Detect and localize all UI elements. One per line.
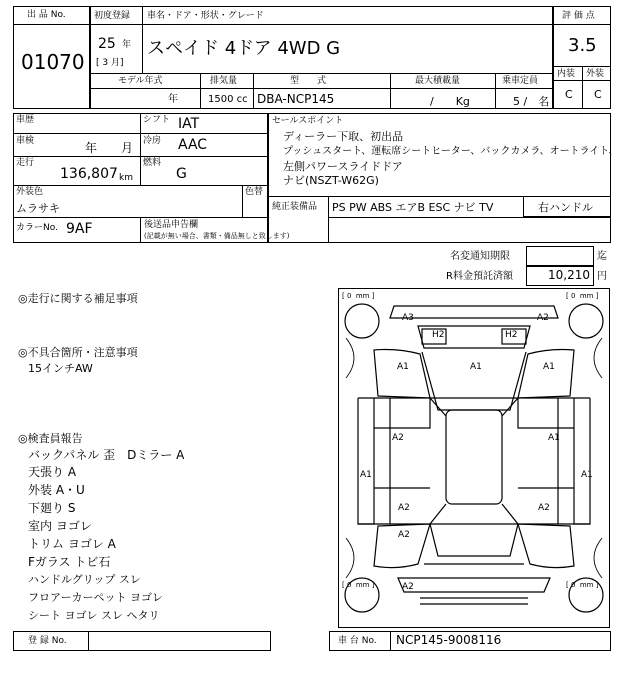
lot-number: 01070 xyxy=(21,50,85,74)
model-year-unit: 年 xyxy=(168,94,178,105)
mileage-value: 136,807 xyxy=(60,166,118,182)
inspector-line: バックパネル 歪 Dミラー A xyxy=(28,448,185,462)
aftermarket-label: 後送品申告欄 xyxy=(144,220,199,230)
handle-value: 右ハンドル xyxy=(538,201,593,214)
recycle-label: R料金預託済額 xyxy=(446,271,513,282)
sales-points-label: セールスポイント xyxy=(272,116,344,126)
mileage-unit: km xyxy=(119,173,133,183)
first-registration-month: [ 3 月] xyxy=(96,58,124,68)
score-label: 評 価 点 xyxy=(562,11,595,21)
capacity-label: 乗車定員 xyxy=(502,76,539,86)
damage-mark: A1 xyxy=(397,362,409,372)
damage-mark: A1 xyxy=(581,470,593,480)
exterior-grade: C xyxy=(594,88,602,101)
fuel-label: 燃料 xyxy=(143,158,162,168)
damage-mark: A1 xyxy=(360,470,372,480)
mileage-label: 走行 xyxy=(16,158,35,168)
inspector-line: フロアーカーペット ヨゴレ xyxy=(28,591,163,604)
color-value: ムラサキ xyxy=(16,202,60,215)
interior-grade: C xyxy=(565,88,573,101)
tire-depth-top-left: [ 0 mm ] xyxy=(342,292,375,300)
history-label: 車歴 xyxy=(16,115,35,125)
fuel-value: G xyxy=(176,166,187,182)
sales-point-line: ディーラー下取、初出品 xyxy=(283,130,404,143)
sales-point-line: ナビ(NSZT-W62G) xyxy=(283,174,379,187)
damage-mark: A1 xyxy=(543,362,555,372)
color-label: 外装色 xyxy=(16,187,44,197)
color-no-label: カラーNo. xyxy=(16,223,58,233)
supplement-title: ◎走行に関する補足事項 xyxy=(18,292,138,305)
chassis-number: NCP145-9008116 xyxy=(396,633,502,647)
damage-mark: A2 xyxy=(402,582,414,592)
year-unit: 年 xyxy=(122,40,132,50)
type-value: DBA-NCP145 xyxy=(257,92,335,106)
inspector-line: 室内 ヨゴレ xyxy=(28,519,92,533)
inspection-value: 年 月 xyxy=(85,141,134,155)
tire-depth-bottom-left: [ 0 mm ] xyxy=(342,581,375,589)
score-value: 3.5 xyxy=(568,35,597,56)
inspector-line: 天張り A xyxy=(28,465,77,479)
exterior-label: 外装 xyxy=(586,69,605,79)
name-change-label: 名変通知期限 xyxy=(450,251,510,262)
defect-line: 15インチAW xyxy=(28,362,93,375)
inspector-line: ハンドルグリップ スレ xyxy=(28,573,141,586)
equipment-label: 純正装備品 xyxy=(272,202,318,212)
damage-mark: A2 xyxy=(398,503,410,513)
equipment-value: PS PW ABS エアB ESC ナビ TV xyxy=(332,201,494,214)
lot-number-label: 出 品 No. xyxy=(27,10,66,20)
inspector-line: 下廻り S xyxy=(28,501,76,515)
car-name-label: 車名・ドア・形状・グレード xyxy=(147,11,264,21)
sales-point-line: プッシュスタート、運転席シートヒーター、バックカメラ、オートライト、 xyxy=(283,146,619,157)
damage-mark: A2 xyxy=(392,433,404,443)
ac-value: AAC xyxy=(178,137,208,153)
name-change-unit: 迄 xyxy=(597,251,607,262)
damage-mark: A2 xyxy=(398,530,410,540)
max-load-label: 最大積載量 xyxy=(415,76,461,86)
max-load-value: / Kg xyxy=(430,95,470,108)
first-registration-label: 初度登録 xyxy=(94,11,131,21)
aftermarket-note: (記載が無い場合、書類・備品無しと致します) xyxy=(144,232,290,240)
model-year-label: モデル年式 xyxy=(118,76,163,86)
damage-mark: A1 xyxy=(548,433,560,443)
name-change-box xyxy=(526,246,594,266)
damage-mark: A2 xyxy=(538,503,550,513)
car-name: スペイド 4ドア 4WD G xyxy=(147,38,341,59)
damage-mark: A2 xyxy=(537,313,549,323)
tire-depth-top-right: [ 0 mm ] xyxy=(566,292,599,300)
displacement-label: 排気量 xyxy=(210,76,238,86)
displacement-value: 1500 cc xyxy=(208,94,248,105)
sales-point-line: 左側パワースライドドア xyxy=(283,160,403,173)
inspector-title: ◎検査員報告 xyxy=(18,432,83,445)
registration-number-label: 登 録 No. xyxy=(28,636,67,646)
chassis-number-label: 車 台 No. xyxy=(338,636,377,646)
tire-depth-bottom-right: [ 0 mm ] xyxy=(566,581,599,589)
capacity-value: 5 / 名 xyxy=(513,95,550,108)
defects-title: ◎不具合箇所・注意事項 xyxy=(18,346,138,359)
shift-label: シフト xyxy=(143,115,171,125)
shift-value: IAT xyxy=(178,116,200,132)
damage-mark: H2 xyxy=(505,330,518,340)
color-change-label: 色替 xyxy=(245,187,264,197)
inspection-label: 車検 xyxy=(16,136,35,146)
first-registration-year: 25 xyxy=(98,36,116,52)
type-label: 型 式 xyxy=(290,76,327,86)
color-no-value: 9AF xyxy=(66,221,93,237)
inspector-line: Fガラス トビ石 xyxy=(28,555,111,569)
car-outline-drawing xyxy=(338,288,610,628)
recycle-unit: 円 xyxy=(597,271,607,282)
inspector-line: 外装 A・U xyxy=(28,483,85,497)
damage-mark: A3 xyxy=(402,313,414,323)
inspector-line: シート ヨゴレ スレ ヘタリ xyxy=(28,609,160,622)
ac-label: 冷房 xyxy=(143,136,162,146)
interior-label: 内装 xyxy=(557,69,576,79)
damage-mark: A1 xyxy=(470,362,482,372)
damage-mark: H2 xyxy=(432,330,445,340)
recycle-value: 10,210 xyxy=(548,268,590,282)
inspector-line: トリム ヨゴレ A xyxy=(28,537,116,551)
